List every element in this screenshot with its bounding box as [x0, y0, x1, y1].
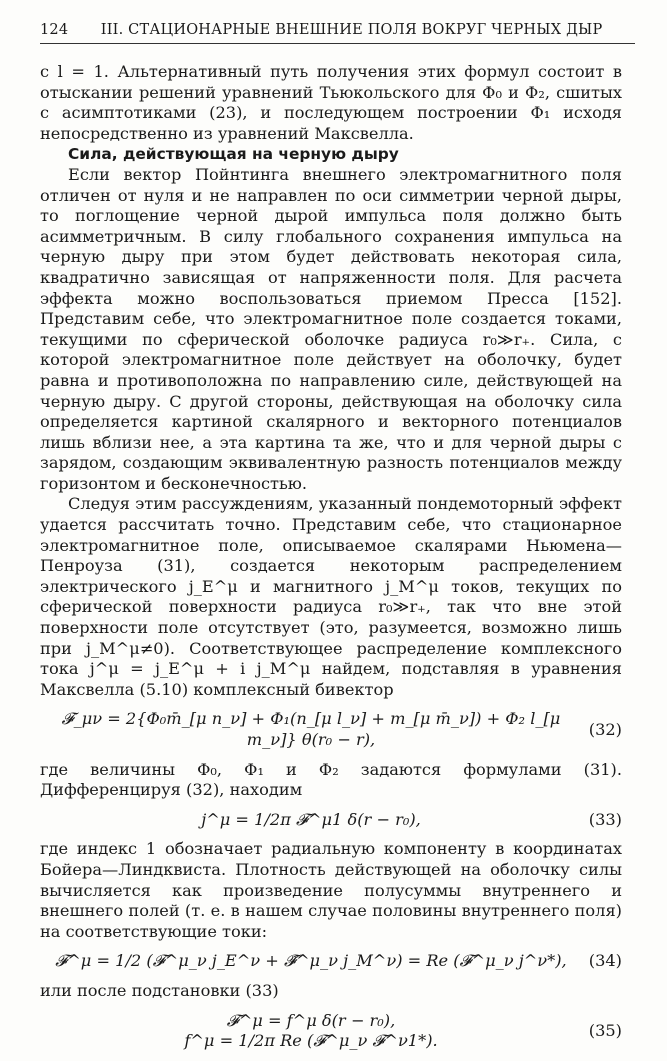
equation-35-line-1: 𝓕^μ = f^μ δ(r − r₀),	[226, 1010, 396, 1030]
running-header	[40, 22, 635, 44]
paragraph-2: Если вектор Пойнтинга внешнего электромагнитного поля отличен от нуля и не направлен по оси симметрии черной дыры, то поглощение черной дырой импульса поля должно быть асимметричным. В силу глобального сохранения импульса на черную дыру при этом будет действовать некоторая сила, квадратично зависящая от напряженности поля. Для расчета эффекта можно воспользоваться приемом Пресса [152]. Представим себе, что электромагнитное поле создается токами, текущими по сферической оболочке радиуса r₀≫r₊. Сила, с которой электромагнитное поле действует на оболочку, будет равна и противоположна по направлению силе, действующей на черную дыру. С другой стороны, действующая на оболочку сила определяется картиной скалярного и векторного потенциалов лишь вблизи нее, а эта картина та же, что и для черной дыры с зарядом, создающим эквивалентную разность потенциалов между горизонтом и бесконечностью.	[40, 164, 622, 493]
equation-35	[40, 1011, 622, 1052]
paragraph-3: Следуя этим рассуждениям, указанный пондемоторный эффект удается рассчитать точно. Представим себе, что стационарное электромагнитное поле, описываемое скалярами Ньюмена—Пенроуза (31), создается некоторым распределением электрического j_E^μ и магнитного j_M^μ токов, текущих по сферической поверхности радиуса r₀≫r₊, так что вне этой поверхности поле отсутствует (это, разумеется, возможно лишь при j_M^μ≠0). Соответствующее распределение комплексного тока j^μ = j_E^μ + i j_M^μ найдем, подставляя в уравнения Максвелла (5.10) комплексный бивектор	[40, 494, 622, 699]
equation-33-number: (33)	[588, 809, 622, 829]
section-heading: Сила, действующая на черную дыру	[68, 145, 399, 164]
equation-32-number: (32)	[588, 719, 622, 739]
equation-35-formula	[40, 1011, 582, 1052]
equation-35-number: (35)	[588, 1020, 622, 1040]
paragraph-5: где индекс 1 обозначает радиальную компоненту в координатах Бойера—Линдквиста. Плотность действующей на оболочку силы вычисляется как произведение полусуммы внутреннего и внешнего полей (т. е. в нашем случае половины внутреннего поля) на соответствующие токи:	[40, 839, 622, 941]
equation-32	[40, 709, 622, 750]
page-number: 124	[40, 22, 69, 38]
paragraph-4: где величины Φ₀, Φ₁ и Φ₂ задаются формулами (31). Дифференцируя (32), находим	[40, 759, 622, 800]
paragraph-1: с l = 1. Альтернативный путь получения этих формул состоит в отыскании решений уравнений Тьюкольского для Φ₀ и Φ₂, сшитых с асимптотиками (23), и последующем построении Φ₁ исходя непосредственно из уравнений Максвелла.	[40, 62, 622, 143]
equation-32-formula: 𝓕_μν = 2{Φ₀m̄_[μ n_ν] + Φ₁(n_[μ l_ν] + m_[μ m̄_ν]) + Φ₂ l_[μ m_ν]} θ(r₀ − r),	[61, 709, 561, 749]
paragraph-6: или после подстановки (33)	[40, 980, 279, 1000]
equation-33	[40, 810, 622, 831]
equation-34	[40, 951, 622, 972]
equation-33-formula: j^μ = 1/2π 𝓕^μ1 δ(r − r₀),	[201, 809, 421, 829]
equation-34-number: (34)	[588, 951, 622, 971]
equation-34-formula: 𝓕^μ = 1/2 (𝓕^μ_ν j_E^ν + 𝓕̃^μ_ν j_M^ν) = Re (𝓕^μ_ν j^ν*),	[55, 951, 567, 971]
page-body	[40, 62, 622, 1061]
running-title: III. СТАЦИОНАРНЫЕ ВНЕШНИЕ ПОЛЯ ВОКРУГ ЧЕРНЫХ ДЫР	[100, 22, 603, 38]
equation-35-line-2: f^μ = 1/2π Re (𝓕^μ_ν 𝓕^ν1*).	[184, 1031, 438, 1051]
